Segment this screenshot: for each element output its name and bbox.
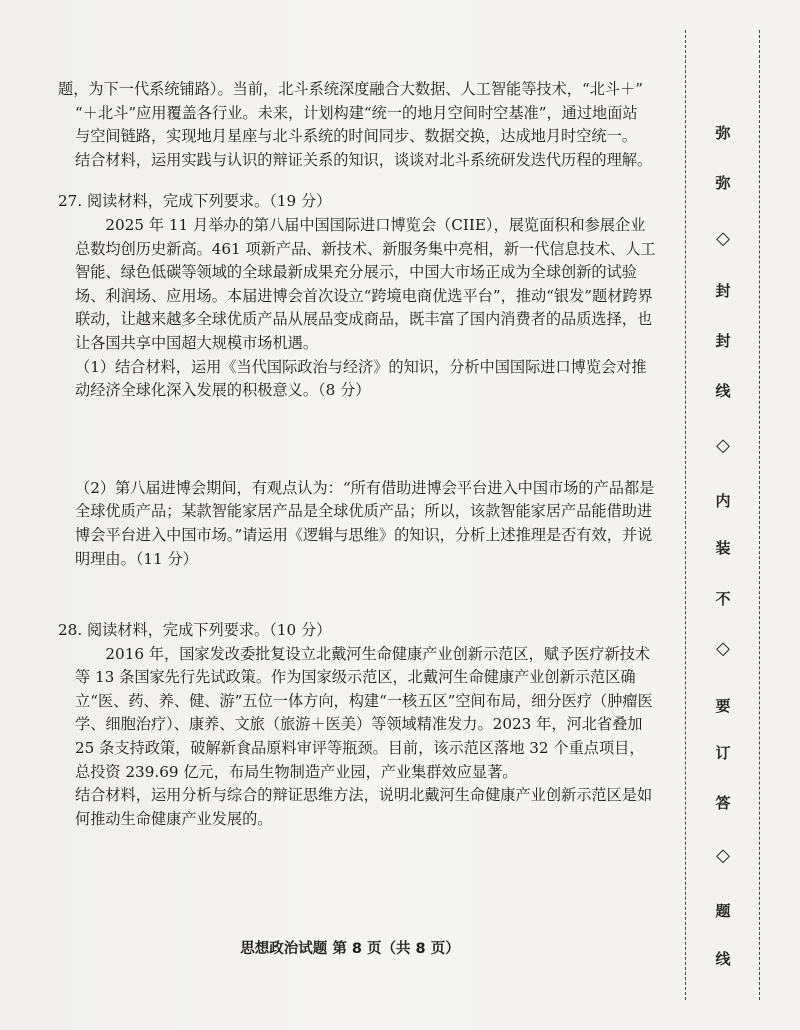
binding-char: 要: [715, 697, 731, 715]
binding-char: 题: [715, 902, 731, 920]
diamond-icon: ◇: [716, 228, 730, 249]
q27-subquestion-1: （1）结合材料，运用《当代国际政治与经济》的知识，分析中国国际进口博览会对推动经济全球化深入发展的积极意义。（8 分）: [75, 357, 647, 400]
binding-char: 装: [715, 539, 731, 557]
binding-char: 不: [715, 590, 731, 608]
diamond-icon: ◇: [716, 435, 730, 456]
continuation-line-3: 与空间链路，实现地月星座与北斗系统的时间同步、数据交换，达成地月时空统一。: [75, 127, 637, 146]
binding-char: 订: [715, 744, 731, 762]
continuation-line-1: 题，为下一代系统铺路）。当前，北斗系统深度融合大数据、人工智能等技术，“北斗＋”: [58, 80, 644, 98]
q26-task: 结合材料，运用实践与认识的辩证关系的知识，谈谈对北斗系统研发迭代历程的理解。: [75, 150, 653, 169]
binding-dashed-line-left: [685, 30, 686, 1000]
binding-dashed-line-right: [759, 30, 760, 1000]
diamond-icon: ◇: [716, 845, 730, 866]
binding-char: 线: [715, 382, 731, 400]
q28-task: 结合材料，运用分析与综合的辩证思维方法，说明北戴河生命健康产业创新示范区是如何推动生命健康产业发展的。: [75, 786, 653, 828]
q27-material: 2025 年 11 月举办的第八届中国国际进口博览会（CIIE），展览面积和参展企业总数均创历史新高。461 项新产品、新技术、新服务集中亮相，新一代信息技术、人工智能、绿色低碳等领域的全球最新成果充分展示，中国大市场正成为全球创新的试验场、利润场、应用场。本届进博会首次设立“跨境电商优选平台”，推动“银发”题材跨界联动，让越来越多全球优质产品从展品变成商品，既丰富了国内消费者的品质选择，也让各国共享中国超大规模市场机遇。: [75, 215, 656, 352]
diamond-icon: ◇: [716, 638, 730, 659]
binding-char: 封: [715, 332, 731, 350]
binding-strip: [683, 30, 763, 1000]
page-footer: 思想政治试题 第 8 页（共 8 页）: [240, 941, 460, 957]
binding-char: 线: [715, 950, 731, 968]
q27-title: 27. 阅读材料，完成下列要求。（19 分）: [58, 192, 332, 211]
binding-char: 答: [715, 794, 731, 812]
binding-char: 封: [715, 282, 731, 300]
q28-material: 2016 年，国家发改委批复设立北戴河生命健康产业创新示范区，赋予医疗新技术等 13 条国家先行先试政策。作为国家级示范区，北戴河生命健康产业创新示范区确立“医、药、养、健、游”五位一体方向，构建“一核五区”空间布局，细分医疗（肿瘤医学、细胞治疗）、康养、文旅（旅游＋医美）等领域精准发力。2023 年，河北省叠加 25 条支持政策，破解新食品原料审评等瓶颈。目前，该示范区落地 32 个重点项目，总投资 239.69 亿元，布局生物制造产业园，产业集群效应显著。: [75, 644, 653, 781]
question-27: [58, 190, 658, 571]
binding-char: 弥: [715, 124, 731, 142]
q26-continuation: [58, 78, 658, 172]
continuation-line-2: “＋北斗”应用覆盖各行业。未来，计划构建“统一的地月空间时空基准”，通过地面站: [75, 103, 638, 122]
question-28: [58, 619, 658, 831]
binding-char: 内: [715, 492, 731, 510]
binding-char: 弥: [715, 174, 731, 192]
q28-title: 28. 阅读材料，完成下列要求。（10 分）: [58, 621, 332, 640]
q27-subquestion-2: （2）第八届进博会期间，有观点认为：“所有借助进博会平台进入中国市场的产品都是全球优质产品；某款智能家居产品是全球优质产品；所以，该款智能家居产品能借助进博会平台进入中国市场。”请运用《逻辑与思维》的知识，分析上述推理是否有效，并说明理由。（11 分）: [75, 478, 655, 568]
page-content: [58, 78, 658, 831]
